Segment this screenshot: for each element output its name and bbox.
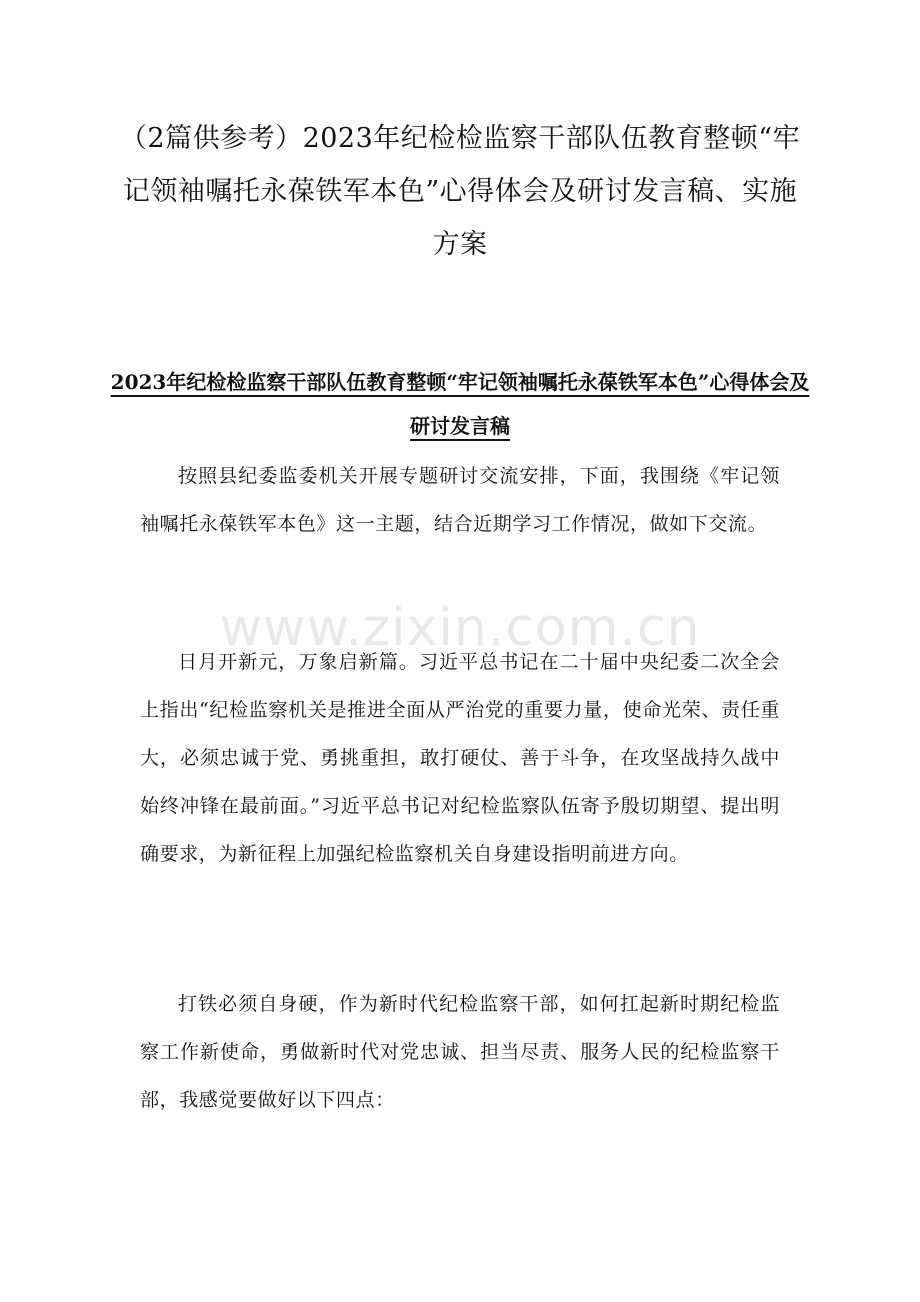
paragraph-intro: 按照县纪委监委机关开展专题研讨交流安排，下面，我围绕《牢记领袖嘱托永葆铁军本色》这一主题，结合近期学习工作情况，做如下交流。 bbox=[140, 465, 780, 535]
paragraph-four-points: 打铁必须自身硬，作为新时代纪检监察干部，如何扛起新时期纪检监察工作新使命，勇做新时代对党忠诚、担当尽责、服务人民的纪检监察干部，我感觉要做好以下四点： bbox=[140, 993, 780, 1111]
section-heading: 2023年纪检检监察干部队伍教育整顿“牢记领袖嘱托永葆铁军本色”心得体会及研讨发言稿 bbox=[110, 370, 810, 438]
paragraph-quote: 日月开新元，万象启新篇。习近平总书记在二十届中央纪委二次全会上指出“纪检监察机关是推进全面从严治党的重要力量，使命光荣、责任重大，必须忠诚于党、勇挑重担，敢打硬仗、善于斗争，在攻坚战持久战中始终冲锋在最前面。”习近平总书记对纪检监察队伍寄予殷切期望、提出明确要求，为新征程上加强纪检监察机关自身建设指明前进方向。 bbox=[140, 651, 780, 865]
watermark: www.zixin.com.cn bbox=[219, 598, 701, 658]
document-title: （2篇供参考）2023年纪检检监察干部队伍教育整顿“牢记领袖嘱托永葆铁军本色”心得体会及研讨发言稿、实施方案 bbox=[119, 123, 801, 260]
